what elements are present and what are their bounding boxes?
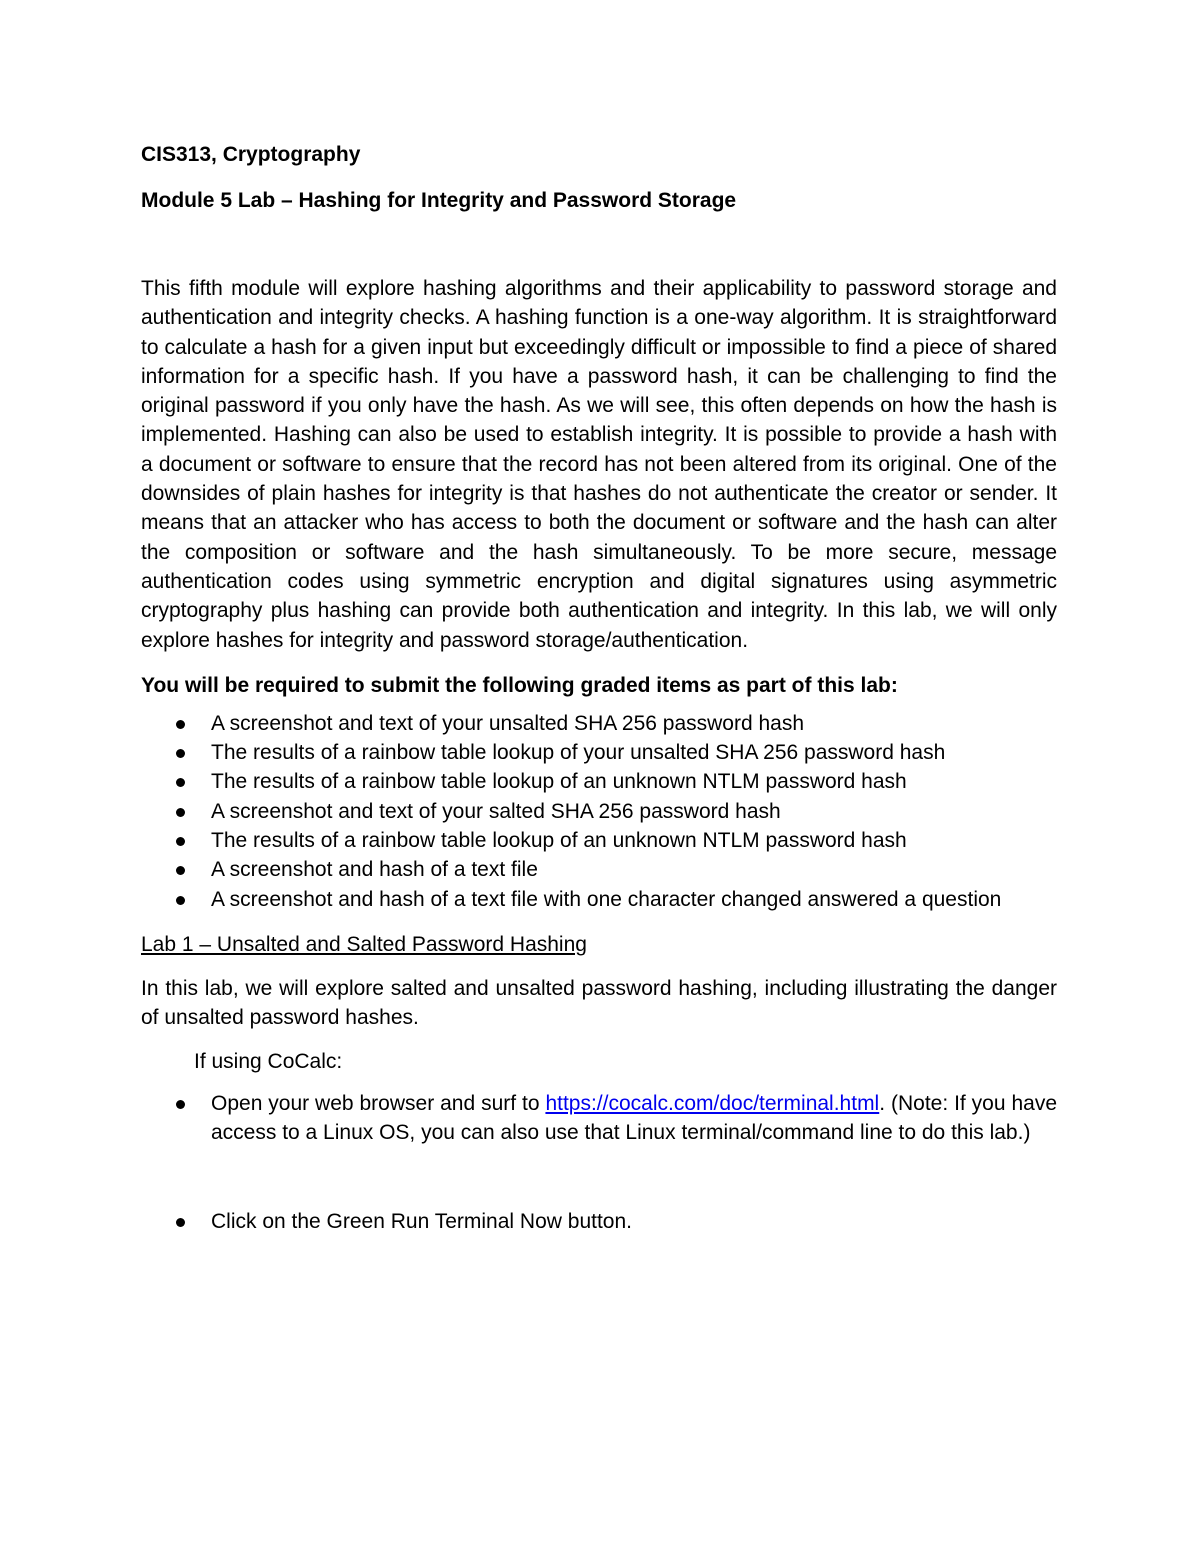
list-item xyxy=(141,767,1057,796)
list-item-text: The results of a rainbow table lookup of an unknown NTLM password hash xyxy=(211,829,907,853)
step2-text: Click on the Green Run Terminal Now button. xyxy=(211,1210,632,1234)
bullet-icon xyxy=(176,1218,185,1227)
list-item xyxy=(141,885,1057,914)
list-item xyxy=(141,1089,1057,1148)
bullet-icon xyxy=(176,896,185,905)
lab1-steps-list xyxy=(141,1089,1057,1237)
list-item-text: A screenshot and hash of a text file with one character changed answered a question xyxy=(211,887,1002,911)
bullet-icon xyxy=(176,837,185,846)
list-item xyxy=(141,797,1057,826)
list-item-text: A screenshot and text of your salted SHA 256 password hash xyxy=(211,799,781,823)
bullet-icon xyxy=(176,808,185,817)
list-item xyxy=(141,1207,1057,1236)
graded-items-list xyxy=(141,709,1057,914)
list-item xyxy=(141,826,1057,855)
course-title: CIS313, Cryptography xyxy=(141,143,361,166)
bullet-icon xyxy=(176,866,185,875)
step1-text-after: . (Note: If you have access to a Linux OS, you can also use that Linux terminal/command line to do this lab.) xyxy=(211,1091,1057,1144)
lab1-intro: In this lab, we will explore salted and unsalted password hashing, including illustrating the danger of unsalted password hashes. xyxy=(141,976,1057,1030)
bullet-icon xyxy=(176,749,185,758)
list-item-text: The results of a rainbow table lookup of your unsalted SHA 256 password hash xyxy=(211,741,946,765)
bullet-icon xyxy=(176,778,185,787)
document-page xyxy=(141,140,1057,1236)
list-item-text: A screenshot and hash of a text file xyxy=(211,858,538,882)
intro-paragraph: This fifth module will explore hashing algorithms and their applicability to password storage and authentication and integrity checks. A hashing function is a one-way algorithm. It is straightforward to calculate a hash for a given input but exceedingly difficult or impossible to find a piece of shared information for a specific hash. If you have a password hash, it can be challenging to find the original password if you only have the hash. As we will see, this often depends on how the hash is implemented. Hashing can also be used to establish integrity. It is possible to provide a hash with a document or software to ensure that the record has not been altered from its original. One of the downsides of plain hashes for integrity is that hashes do not authenticate the creator or sender. It means that an attacker who has access to both the document or software and the hash can alter the composition or software and the hash simultaneously. To be more secure, message authentication codes using symmetric encryption and digital signatures using asymmetric cryptography plus hashing can provide both authentication and integrity. In this lab, we will only explore hashes for integrity and password storage/authentication. xyxy=(141,277,1057,652)
list-item xyxy=(141,855,1057,884)
lab1-heading: Lab 1 – Unsalted and Salted Password Hashing xyxy=(141,932,587,956)
cocalc-label: If using CoCalc: xyxy=(194,1049,343,1073)
list-item-text: A screenshot and text of your unsalted SHA 256 password hash xyxy=(211,711,805,735)
bullet-icon xyxy=(176,1100,185,1109)
cocalc-terminal-link[interactable]: https://cocalc.com/doc/terminal.html xyxy=(545,1091,880,1115)
step1-text-before: Open your web browser and surf to xyxy=(211,1091,546,1115)
list-item-text: The results of a rainbow table lookup of an unknown NTLM password hash xyxy=(211,770,907,794)
graded-items-heading: You will be required to submit the following graded items as part of this lab: xyxy=(141,673,898,697)
module-title: Module 5 Lab – Hashing for Integrity and Password Storage xyxy=(141,189,737,212)
list-item xyxy=(141,738,1057,767)
list-item xyxy=(141,709,1057,738)
bullet-icon xyxy=(176,720,185,729)
